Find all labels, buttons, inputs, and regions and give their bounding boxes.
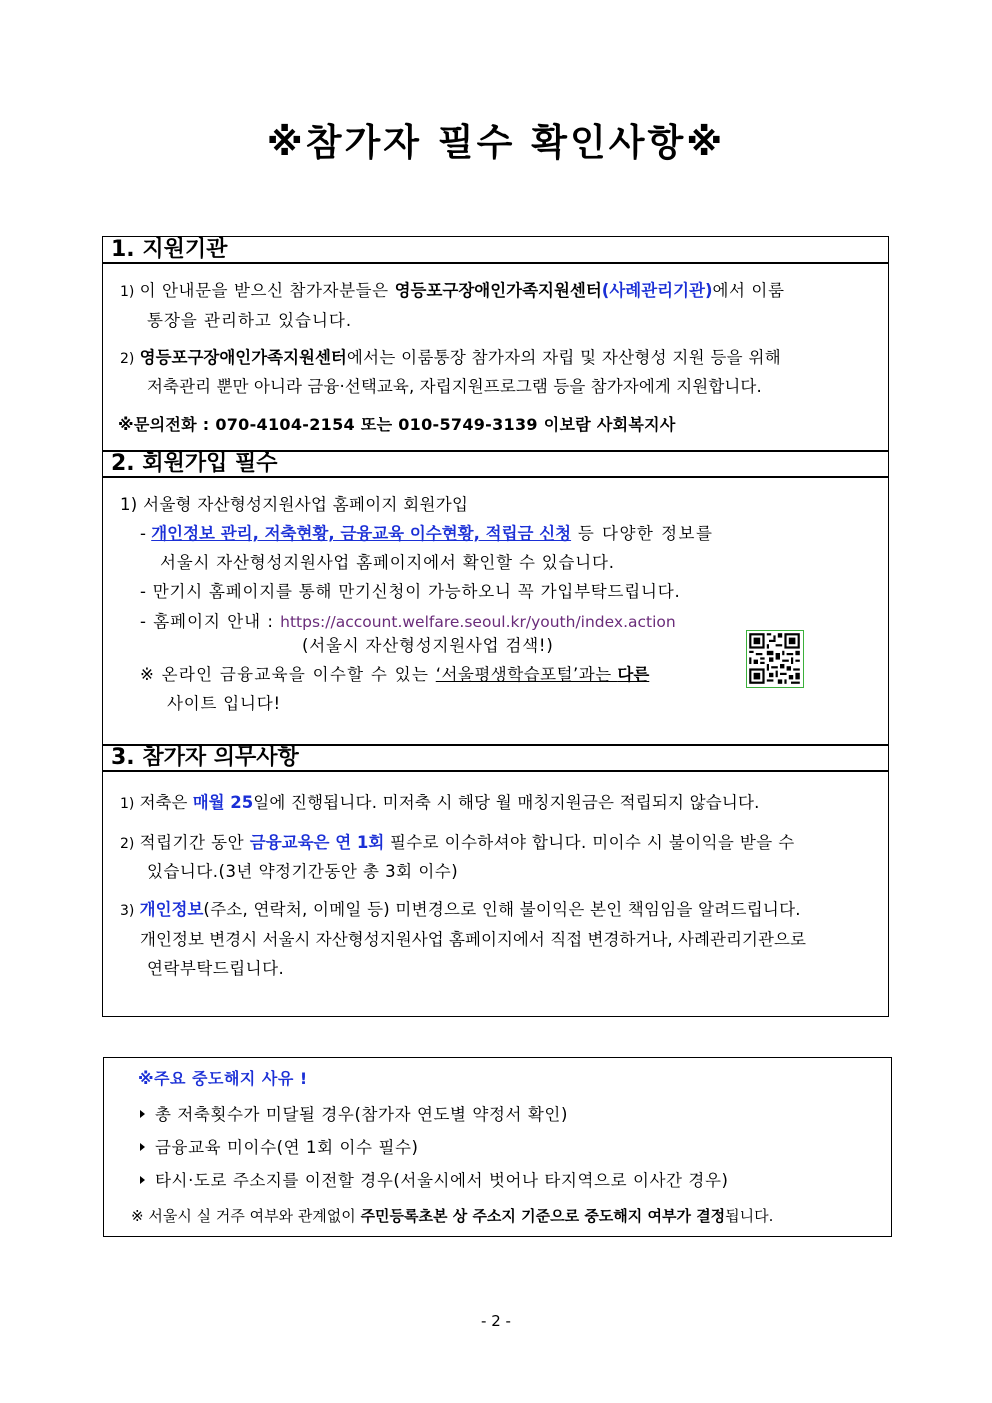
portal-name: ‘서울평생학습포털’과는 — [435, 665, 618, 684]
center-name: 영등포구장애인가족지원센터 — [394, 281, 602, 300]
sec1-item-2 — [120, 348, 880, 369]
page-number: - 2 - — [481, 1312, 511, 1330]
search-hint: (서울시 자산형성지원사업 검색!) — [302, 636, 554, 655]
termination-item-text: 금융교육 미이수(연 1회 이수 필수) — [155, 1138, 419, 1157]
personal-info-label: 개인정보 — [139, 900, 204, 919]
sec3-p2-rest: 필수로 이수하셔야 합니다. 미이수 시 불이익을 받을 수 — [384, 833, 795, 852]
info-list: 개인정보 관리, 저축현황, 금융교육 이수현황, 적립금 신청 — [151, 524, 572, 543]
section-3-heading: 3. 참가자 의무사항 — [102, 744, 889, 772]
sec1-p1-end: 에서 이룸 — [712, 281, 785, 300]
sec3-p3-text: (주소, 연락처, 이메일 등) 미변경으로 인해 불이익은 본인 책임임을 알려드립니다. — [203, 900, 801, 919]
termination-item-text: 총 저축횟수가 미달될 경우(참가자 연도별 약정서 확인) — [155, 1105, 569, 1124]
item-number: 1) — [120, 796, 135, 812]
homepage-link[interactable]: https://account.welfare.seoul.kr/youth/index.action — [280, 613, 676, 631]
section-2-heading: 2. 회원가입 필수 — [102, 450, 889, 478]
sec2-bullet-3 — [140, 612, 676, 632]
center-name: 영등포구장애인가족지원센터 — [139, 348, 347, 367]
termination-item-text: 타시·도로 주소지를 이전할 경우(서울시에서 벗어나 타지역으로 이사간 경우) — [155, 1171, 729, 1190]
sec3-item-3 — [120, 900, 801, 921]
different-label: 다른 — [617, 665, 650, 684]
bullet-triangle-icon — [140, 1143, 145, 1151]
sec2-note-line2: 사이트 입니다! — [167, 694, 281, 713]
item-number: 2) — [120, 836, 135, 852]
termination-note-text: ※ 서울시 실 거주 여부와 관계없이 — [131, 1207, 361, 1225]
monthly-date: 매월 25 — [192, 793, 254, 812]
item-number: 2) — [120, 351, 135, 367]
sec3-item-3-line2: 개인정보 변경시 서울시 자산형성지원사업 홈페이지에서 직접 변경하거나, 사례관리기관으로 — [140, 930, 806, 949]
section-1-heading: 1. 지원기관 — [102, 236, 889, 264]
qr-code-graphic — [747, 631, 802, 686]
termination-criteria: 주민등록초본 상 주소지 기준으로 중도해지 여부가 결정 — [360, 1207, 726, 1225]
homepage-label: - 홈페이지 안내 : — [140, 612, 281, 631]
sec3-p1-text: 저축은 — [139, 793, 193, 812]
sec3-p1-rest: 일에 진행됩니다. 미저축 시 해당 월 매칭지원금은 적립되지 않습니다. — [253, 793, 760, 812]
item-number: 1) — [120, 284, 135, 300]
sec3-item-3-line3: 연락부탁드립니다. — [147, 959, 285, 978]
sec1-item-2-line2: 저축관리 뿐만 아니라 금융·선택교육, 자립지원프로그램 등을 참가자에게 지원합니다. — [147, 377, 762, 396]
qr-code-icon — [746, 630, 804, 688]
sec3-item-2 — [120, 833, 795, 854]
sec2-item-1: 1) 서울형 자산형성지원사업 홈페이지 회원가입 — [120, 495, 469, 514]
sec3-item-1 — [120, 793, 760, 814]
sec1-p2-text: 에서는 이룸통장 참가자의 자립 및 자산형성 지원 등을 위해 — [346, 348, 781, 367]
sec2-bullet-1 — [140, 524, 713, 544]
sec2-b1-rest: 등 다양한 정보를 — [571, 524, 714, 543]
sec3-item-2-line2: 있습니다.(3년 약정기간동안 총 3회 이수) — [147, 862, 459, 881]
termination-item-3 — [140, 1171, 729, 1191]
sec1-item-1-line2: 통장을 관리하고 있습니다. — [147, 311, 353, 330]
bullet-triangle-icon — [140, 1110, 145, 1118]
sec1-p1-text: 이 안내문을 받으신 참가자분들은 — [139, 281, 395, 300]
termination-heading: ※주요 중도해지 사유 ! — [138, 1069, 308, 1088]
bullet-triangle-icon — [140, 1176, 145, 1184]
termination-note-end: 됩니다. — [725, 1207, 774, 1225]
termination-item-2 — [140, 1138, 419, 1158]
sec2-bullet-1-line2: 서울시 자산형성지원사업 홈페이지에서 확인할 수 있습니다. — [160, 553, 615, 572]
sec3-p2-text: 적립기간 동안 — [139, 833, 250, 852]
item-number: 3) — [120, 903, 135, 919]
page-title: ※참가자 필수 확인사항※ — [266, 121, 726, 164]
termination-note — [131, 1206, 773, 1226]
dash: - — [140, 524, 152, 543]
sec2-note — [140, 665, 649, 685]
education-requirement: 금융교육은 연 1회 — [249, 833, 385, 852]
sec2-bullet-2: - 만기시 홈페이지를 통해 만기신청이 가능하오니 꼭 가입부탁드립니다. — [140, 582, 681, 601]
termination-item-1 — [140, 1105, 568, 1125]
case-agency-label: (사례관리기관) — [601, 281, 713, 300]
sec1-item-1 — [120, 281, 880, 302]
note-text: ※ 온라인 금융교육을 이수할 수 있는 — [140, 665, 436, 684]
contact-phone: ※문의전화 : 070-4104-2154 또는 010-5749-3139 이보람 사회복지사 — [118, 415, 676, 434]
